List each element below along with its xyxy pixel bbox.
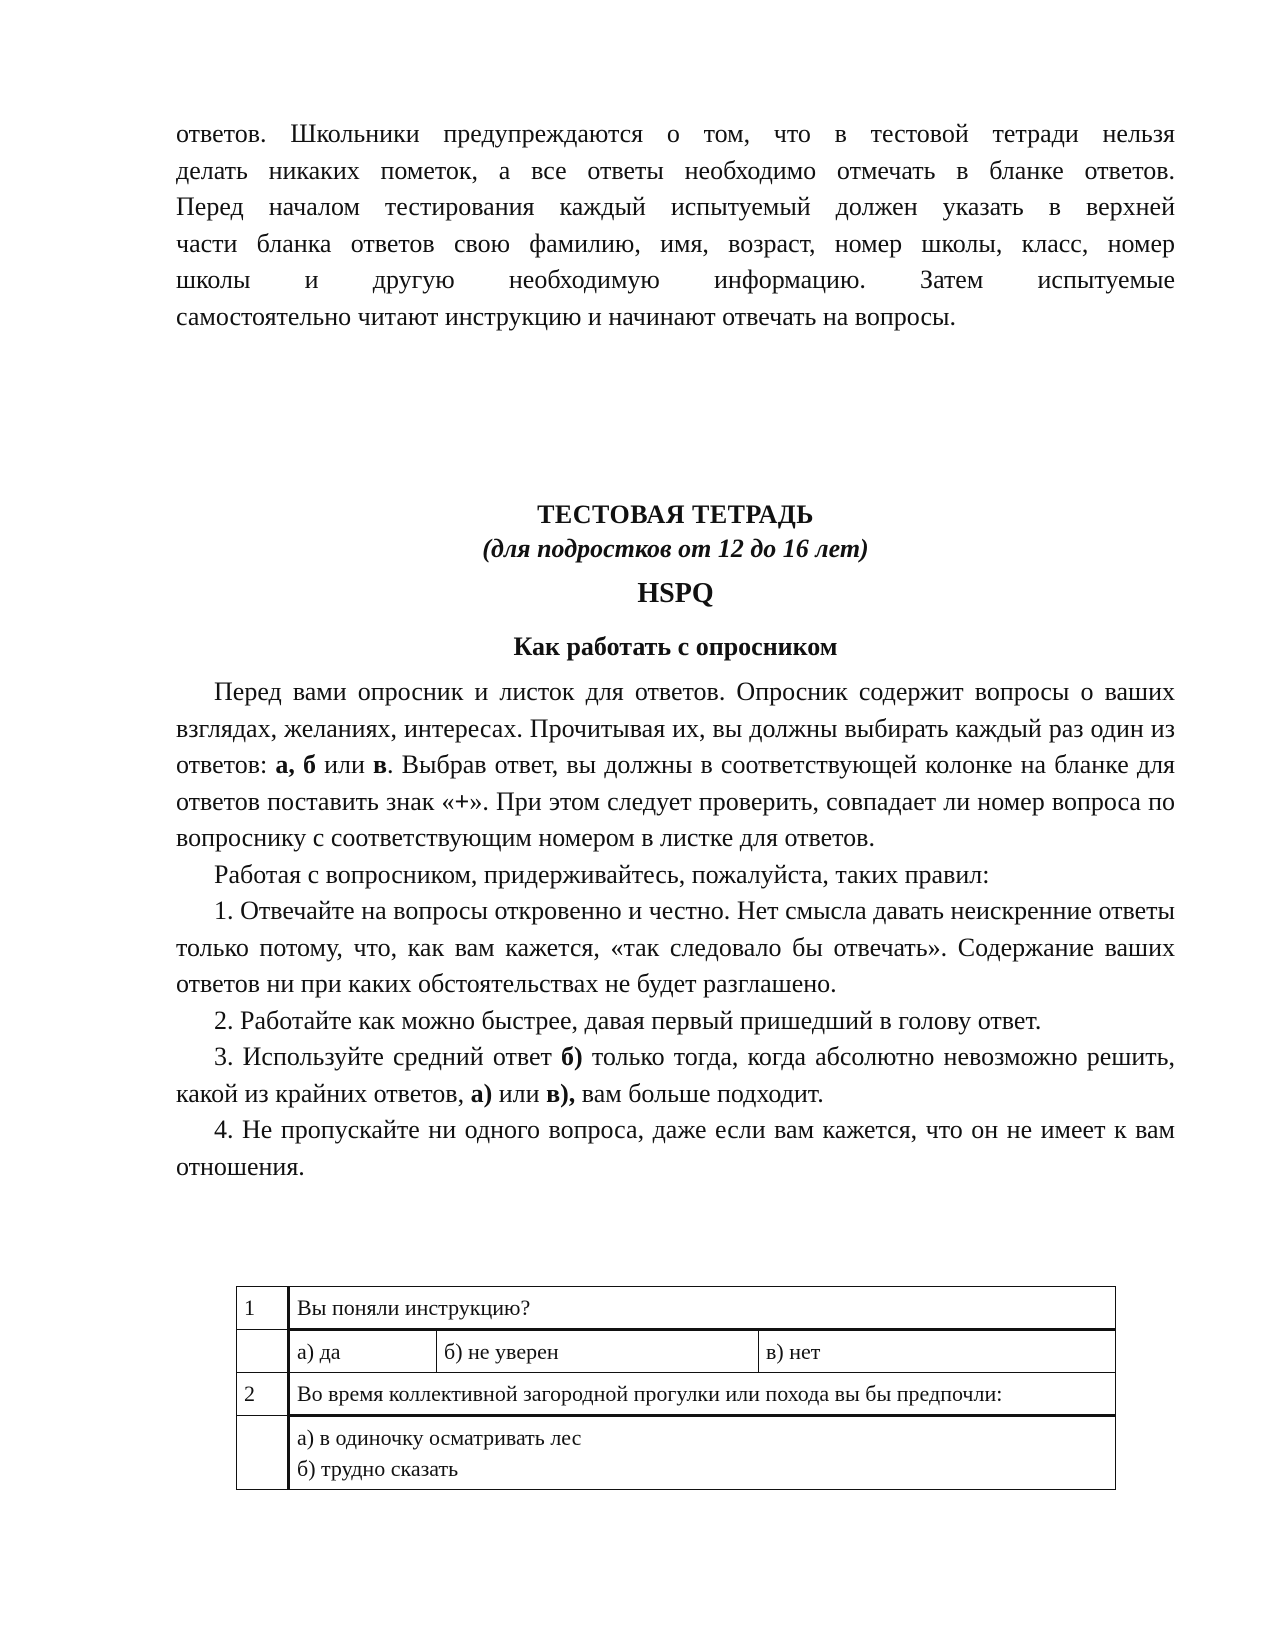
document-title: ТЕСТОВАЯ ТЕТРАДЬ xyxy=(537,500,814,529)
intro-line: части бланка ответов свою фамилию, имя, возраст, номер школы, класс, номер xyxy=(176,228,1175,258)
document-subtitle: (для подростков от 12 до 16 лет) xyxy=(482,534,869,563)
question-row xyxy=(237,1287,1116,1330)
intro-line: школы и другую необходимую информацию. Затем испытуемые xyxy=(176,265,1175,294)
answer-row xyxy=(237,1330,1116,1373)
plus-sign: + xyxy=(454,786,470,816)
instruction-paragraph xyxy=(176,674,1175,857)
rule-item: 2. Работайте как можно быстрее, давая первый пришедший в голову ответ. xyxy=(214,1005,1042,1035)
intro-line: самостоятельно читают инструкцию и начинают отвечать на вопросы. xyxy=(176,301,956,331)
rule-text: или xyxy=(492,1078,547,1108)
question-row xyxy=(237,1373,1116,1416)
question-number: 2 xyxy=(237,1373,289,1416)
rule-text: только тогда, когда абсолютно невозможно решить, какой из крайних ответов, xyxy=(176,1042,1175,1108)
question-text: Вы поняли инструкцию? xyxy=(289,1287,1116,1330)
intro-paragraph xyxy=(176,116,1175,335)
rule-item xyxy=(176,1039,1175,1112)
instruction-block xyxy=(176,674,1175,1185)
rule-text: вам больше подходит. xyxy=(575,1078,824,1108)
option-label: в), xyxy=(546,1078,576,1108)
question-number: 1 xyxy=(237,1287,289,1330)
empty-cell xyxy=(237,1330,289,1373)
questionnaire-code: HSPQ xyxy=(637,578,714,609)
answer-list xyxy=(289,1416,1116,1490)
section-heading: Как работать с опросником xyxy=(513,632,838,661)
intro-line: Перед началом тестирования каждый испытуемый должен указать в верхней xyxy=(176,192,1175,221)
answer-option: б) трудно сказать xyxy=(297,1456,459,1481)
option-label: в xyxy=(373,750,388,779)
answer-option: а) да xyxy=(289,1330,437,1373)
rule-item: 1. Отвечайте на вопросы откровенно и честно. Нет смысла давать неискренние ответы только потому, что, как вам кажется, «так следовало бы отвечать». Содержание ваших ответов ни при каких обстоятельствах не будет разглашено. xyxy=(176,896,1175,998)
instruction-text: Перед вами опросник и листок для ответов. Опросник содержит вопросы о ваших взглядах, желаниях, интересах. Прочитывая их, вы должны выбирать каждый раз один из ответов: xyxy=(176,677,1175,779)
rules-intro: Работая с вопросником, придерживайтесь, пожалуйста, таких правил: xyxy=(214,859,990,889)
option-label: б) xyxy=(561,1042,583,1071)
empty-cell xyxy=(237,1416,289,1490)
answer-option: а) в одиночку осматривать лес xyxy=(297,1425,582,1450)
question-text: Во время коллективной загородной прогулки или похода вы бы предпочли: xyxy=(289,1373,1116,1416)
questions-table xyxy=(236,1286,1116,1490)
answer-option: б) не уверен xyxy=(437,1330,759,1373)
answer-row xyxy=(237,1416,1116,1490)
intro-line: ответов. Школьники предупреждаются о том, что в тестовой тетради нельзя xyxy=(176,119,1175,148)
option-label: а, б xyxy=(275,750,316,779)
instruction-text: или xyxy=(315,750,373,779)
answer-option: в) нет xyxy=(759,1330,1116,1373)
option-label: а) xyxy=(470,1078,493,1108)
instruction-text: ». При этом следует проверить, совпадает ли номер вопроса по вопроснику с соответствующим номером в листке для ответов. xyxy=(176,786,1175,852)
instruction-text: . Выбрав ответ, вы должны в соответствующей колонке на бланке для ответов поставить знак « xyxy=(176,750,1176,816)
rule-item: 4. Не пропускайте ни одного вопроса, даже если вам кажется, что он не имеет к вам отношения. xyxy=(176,1115,1175,1181)
intro-line: делать никаких пометок, а все ответы необходимо отмечать в бланке ответов. xyxy=(176,155,1175,185)
rule-text: 3. Используйте средний ответ xyxy=(214,1042,562,1071)
